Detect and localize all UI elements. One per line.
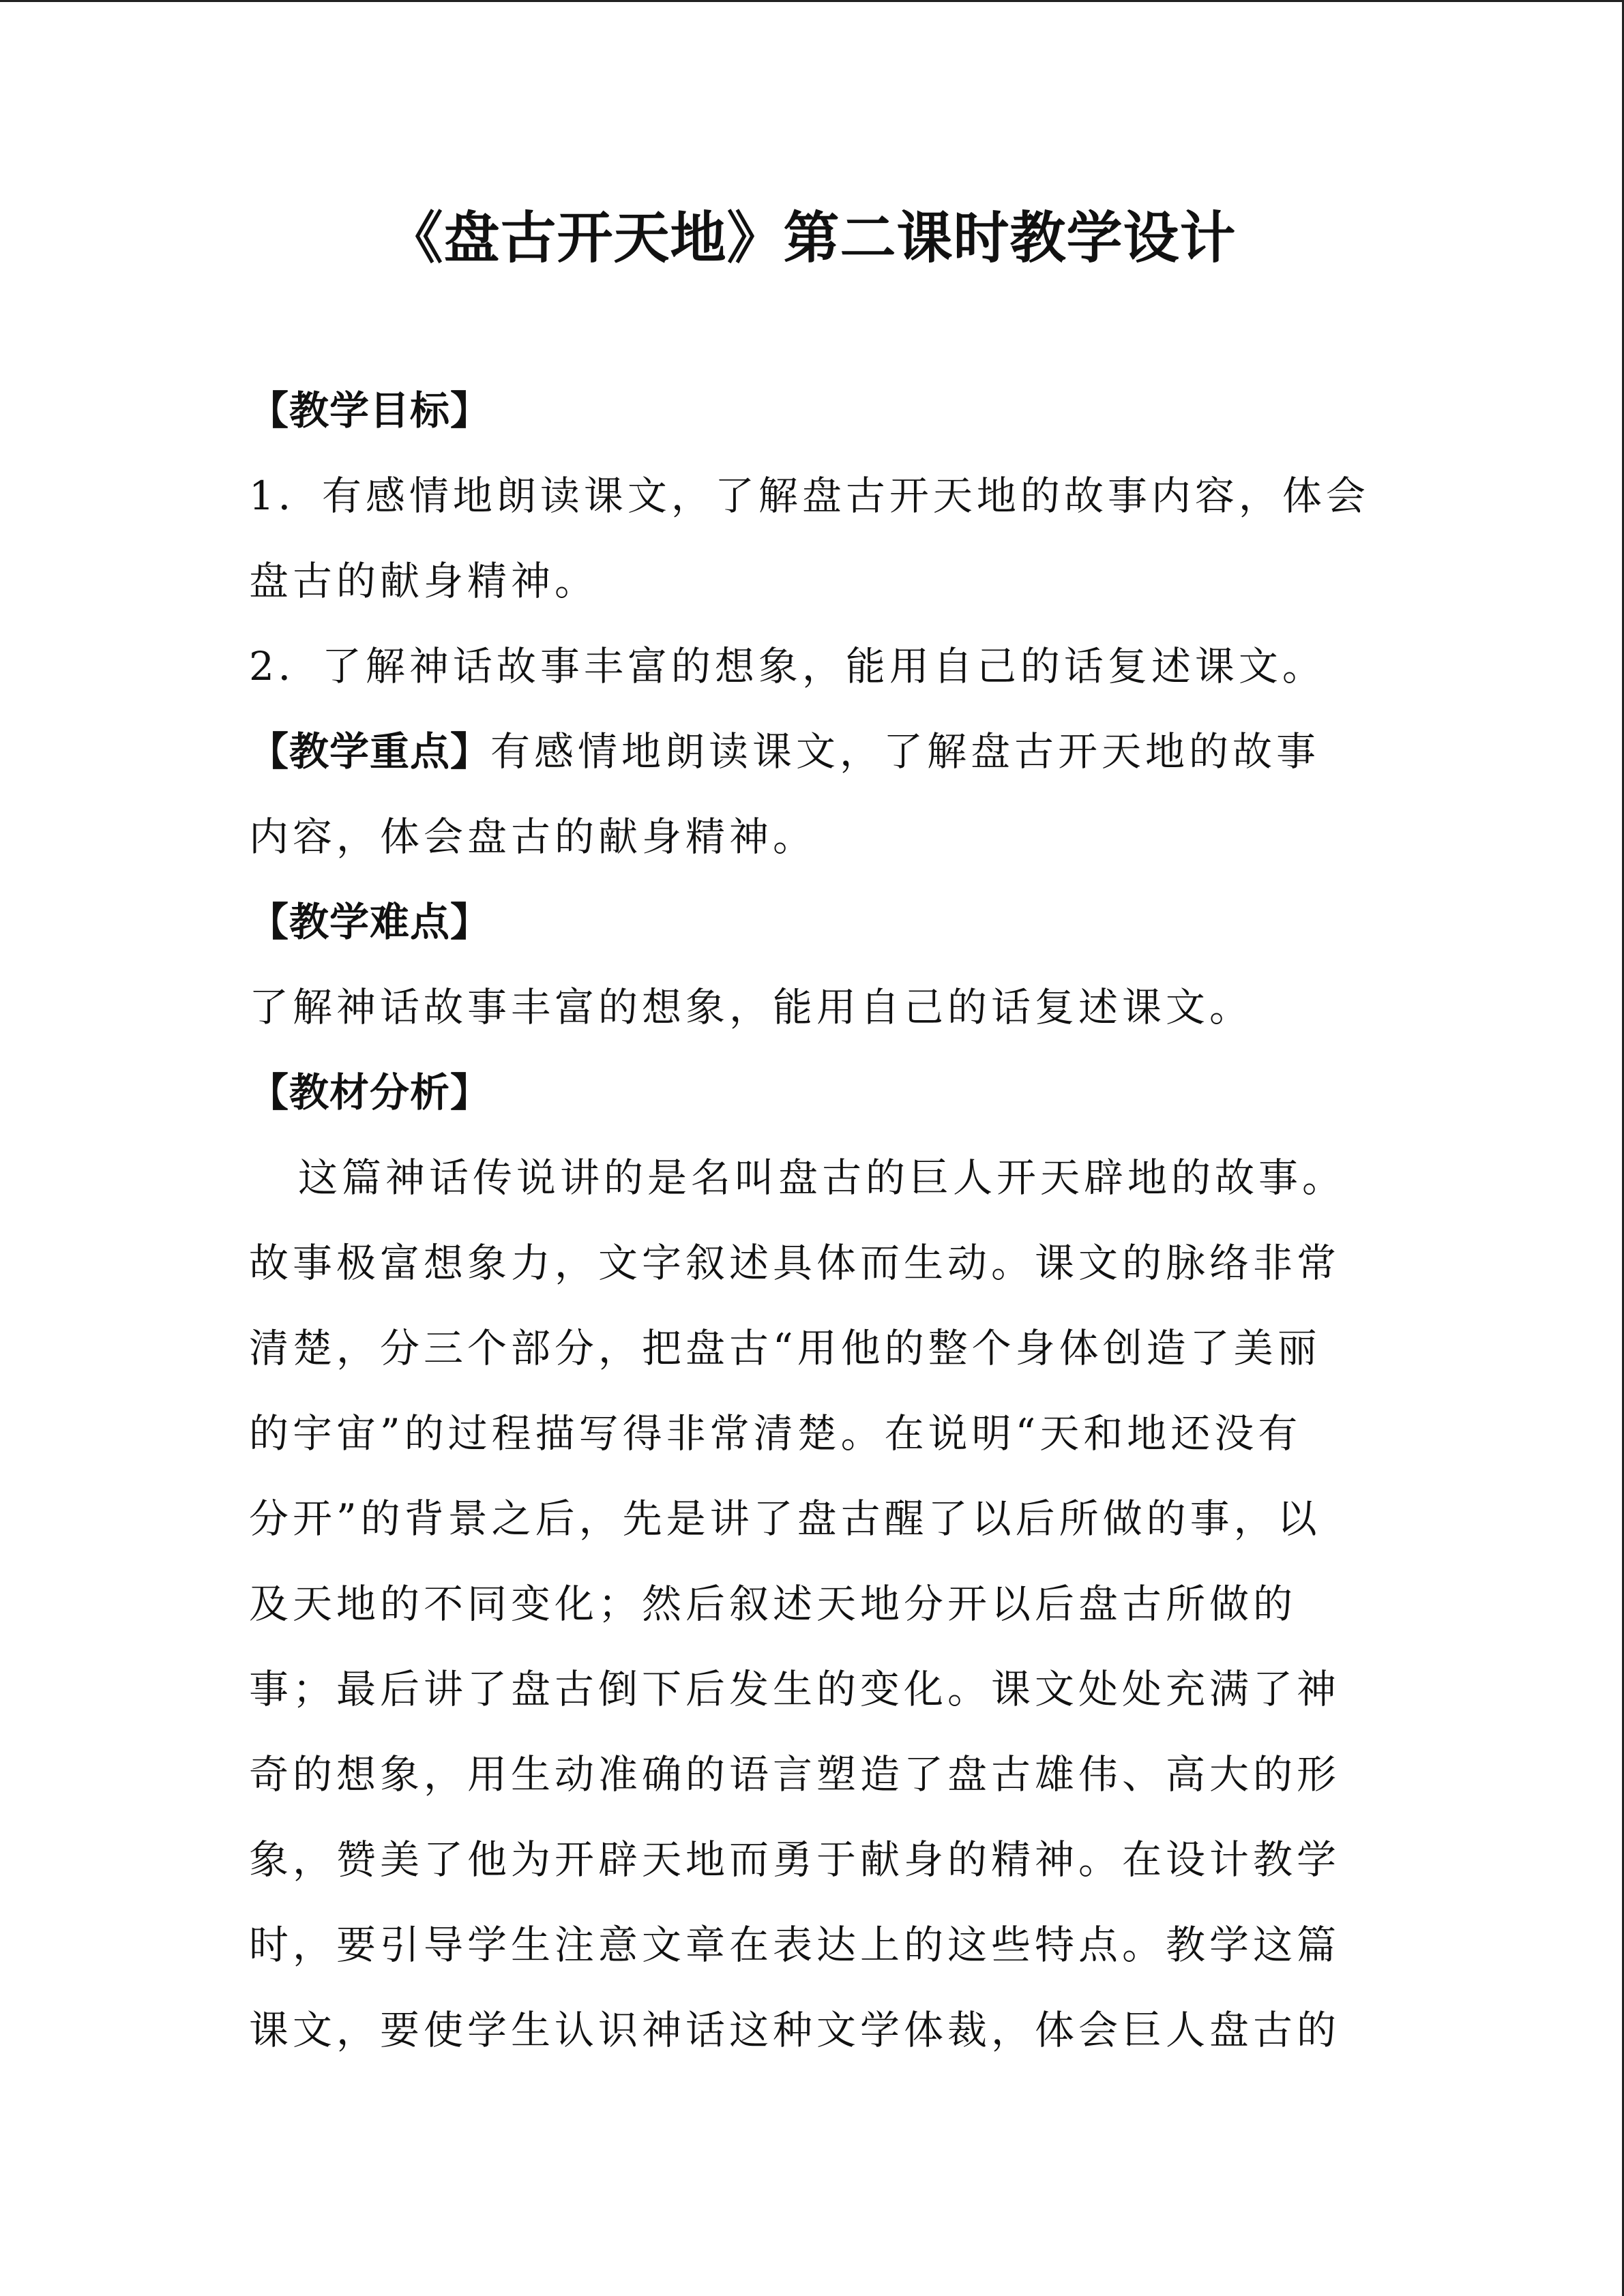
key-points-line-1 [249,709,1374,794]
page-border-top [0,0,1624,2]
document-body [249,368,1374,2073]
analysis-line: 课文，要使学生认识神话这种文学体裁，体会巨人盘古的 [249,2007,1341,2053]
difficulties-heading: 【教学难点】 [249,899,491,945]
key-points-heading: 【教学重点】 [249,728,491,775]
analysis-heading: 【教材分析】 [249,1069,491,1116]
analysis-line: 的宇宙”的过程描写得非常清楚。在说明“天和地还没有 [249,1410,1302,1457]
goal-item-1-line-2: 盘古的献身精神。 [249,558,599,604]
analysis-line: 故事极富想象力，文字叙述具体而生动。课文的脉络非常 [249,1240,1341,1286]
analysis-line: 象，赞美了他为开辟天地而勇于献身的精神。在设计教学 [249,1836,1341,1883]
goal-item-1-line-1: 1．有感情地朗读课文，了解盘古开天地的故事内容，体会 [249,473,1370,519]
analysis-line: 时，要引导学生注意文章在表达上的这些特点。教学这篇 [249,1922,1341,1968]
goals-heading: 【教学目标】 [249,387,491,434]
goal-item-2: 2．了解神话故事丰富的想象，能用自己的话复述课文。 [249,643,1326,689]
analysis-line: 这篇神话传说讲的是名叫盘古的巨人开天辟地的故事。 [298,1154,1346,1201]
key-points-text-1: 有感情地朗读课文，了解盘古开天地的故事 [490,728,1320,775]
key-points-text-2: 内容，体会盘古的献身精神。 [249,814,817,860]
difficulties-text: 了解神话故事丰富的想象，能用自己的话复述课文。 [249,984,1254,1030]
analysis-line: 奇的想象，用生动准确的语言塑造了盘古雄伟、高大的形 [249,1751,1341,1798]
analysis-line: 分开”的背景之后，先是讲了盘古醒了以后所做的事，以 [249,1495,1321,1542]
analysis-line: 清楚，分三个部分，把盘古“用他的整个身体创造了美丽 [249,1325,1321,1371]
analysis-line: 事；最后讲了盘古倒下后发生的变化。课文处处充满了神 [249,1666,1341,1712]
analysis-line: 及天地的不同变化；然后叙述天地分开以后盘古所做的 [249,1581,1297,1627]
document-title: 《盘古开天地》第二课时教学设计 [387,206,1237,271]
